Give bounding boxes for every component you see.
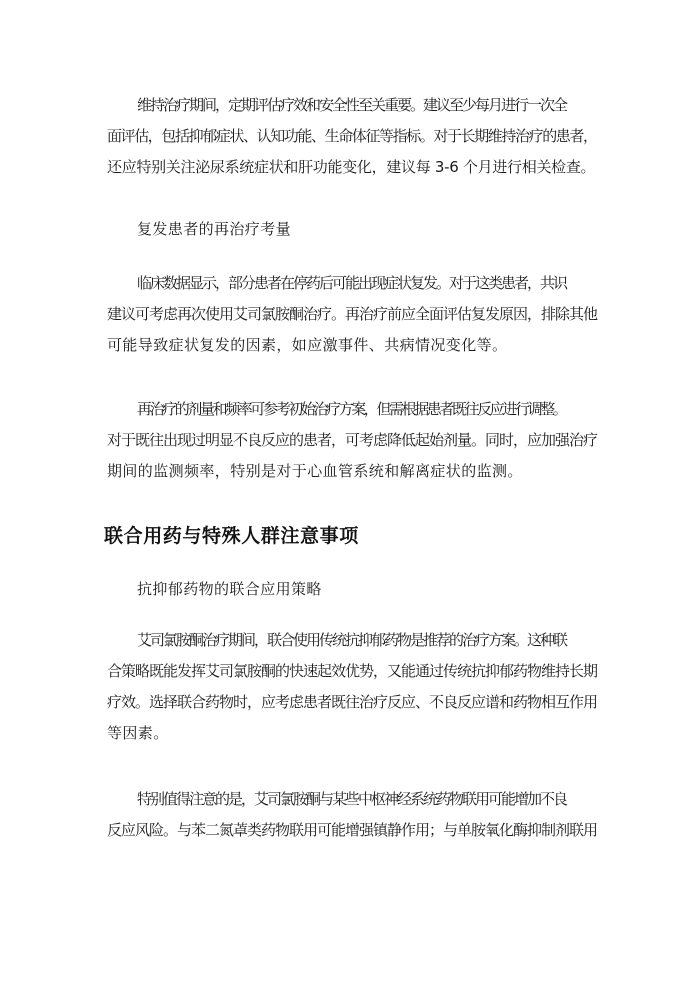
subheading-combination-strategy: 抗抑郁药物的联合应用策略 bbox=[137, 580, 322, 598]
text-line: 可能导致症状复发的因素，如应激事件、共病情况变化等。 bbox=[107, 336, 508, 354]
text-line: 期间的监测频率，特别是对于心血管系统和解离症状的监测。 bbox=[107, 462, 523, 480]
text-line: 再治疗的剂量和频率可参考初始治疗方案，但需根据患者既往反应进行调整。 bbox=[137, 400, 566, 418]
text-line: 合策略既能发挥艾司氯胺酮的快速起效优势，又能通过传统抗抑郁药物维持长期 bbox=[107, 662, 598, 680]
text-line: 反应风险。与苯二氮䓬类药物联用可能增强镇静作用；与单胺氧化酶抑制剂联用 bbox=[107, 821, 598, 839]
text-line: 疗效。选择联合药物时，应考虑患者既往治疗反应、不良反应谱和药物相互作用 bbox=[107, 693, 598, 711]
paragraph-retreatment-dosage bbox=[107, 394, 597, 487]
subheading-retreatment: 复发患者的再治疗考量 bbox=[137, 220, 292, 238]
text-line: 面评估，包括抑郁症状、认知功能、生命体征等指标。对于长期维持治疗的患者， bbox=[107, 127, 597, 145]
text-line: 建议可考虑再次使用艾司氯胺酮治疗。再治疗前应全面评估复发原因，排除其他 bbox=[107, 305, 598, 323]
text-line: 特别值得注意的是，艾司氯胺酮与某些中枢神经系统药物联用可能增加不良 bbox=[137, 790, 567, 808]
text-line: 维持治疗期间，定期评估疗效和安全性至关重要。建议至少每月进行一次全 bbox=[137, 96, 567, 114]
text-line: 还应特别关注泌尿系统症状和肝功能变化，建议每 3-6 个月进行相关检查。 bbox=[107, 158, 596, 176]
text-line: 临床数据显示，部分患者在停药后可能出现症状复发。对于这类患者，共识 bbox=[137, 274, 567, 292]
paragraph-maintenance-monitoring bbox=[107, 90, 597, 183]
text-line: 等因素。 bbox=[107, 724, 169, 742]
text-line: 对于既往出现过明显不良反应的患者，可考虑降低起始剂量。同时，应加强治疗 bbox=[107, 431, 598, 449]
text-line: 艾司氯胺酮治疗期间，联合使用传统抗抑郁药物是推荐的治疗方案。这种联 bbox=[137, 631, 567, 649]
paragraph-combination-therapy bbox=[107, 625, 597, 749]
paragraph-relapse-data bbox=[107, 268, 597, 361]
section-title: 联合用药与特殊人群注意事项 bbox=[104, 525, 359, 547]
paragraph-cns-interactions bbox=[107, 784, 597, 846]
